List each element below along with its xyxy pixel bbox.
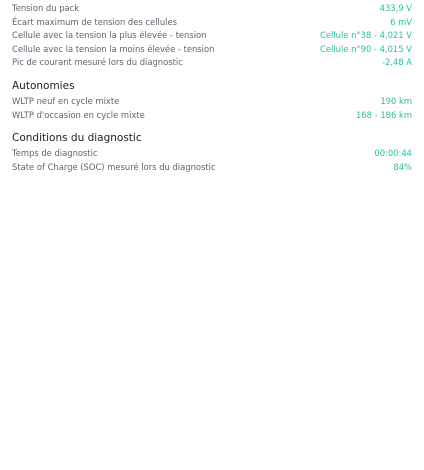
- wltp-new-row: [12, 95, 412, 109]
- autonomies-section: [12, 95, 412, 122]
- row-label: Écart maximum de tension des cellules: [12, 16, 177, 27]
- row-value: 190 km: [380, 95, 412, 106]
- row-label: Cellule avec la tension la moins élevée - tension: [12, 43, 215, 54]
- row-label: Tension du pack: [12, 3, 80, 13]
- row-label: WLTP neuf en cycle mixte: [12, 95, 120, 106]
- row-value: 433,9 V: [379, 3, 412, 13]
- row-value: 6 mV: [390, 16, 412, 27]
- pack-voltage-row: [12, 2, 412, 16]
- diagnostic-time-row: [12, 147, 412, 161]
- row-label: State of Charge (SOC) mesuré lors du diagnostic: [12, 161, 216, 172]
- highest-cell-row: [12, 29, 412, 43]
- wltp-used-row: [12, 109, 412, 123]
- pack-section: [12, 0, 412, 70]
- diagnostic-conditions-heading: Conditions du diagnostic: [12, 132, 142, 145]
- row-value: 00:00:44: [374, 148, 412, 159]
- row-value: Cellule n°90 - 4,015 V: [320, 43, 412, 54]
- row-label: Temps de diagnostic: [12, 148, 98, 159]
- row-label: WLTP d'occasion en cycle mixte: [12, 109, 145, 120]
- peak-current-row: [12, 56, 412, 70]
- cell-voltage-gap-row: [12, 16, 412, 30]
- soc-row: [12, 161, 412, 175]
- row-label: Cellule avec la tension la plus élevée - tension: [12, 30, 207, 41]
- autonomies-heading: Autonomies: [12, 79, 75, 92]
- lowest-cell-row: [12, 43, 412, 57]
- row-value: 168 - 186 km: [356, 109, 412, 120]
- row-value: 84%: [393, 161, 412, 172]
- row-value: Cellule n°38 - 4,021 V: [320, 30, 412, 41]
- row-label: Pic de courant mesuré lors du diagnostic: [12, 57, 183, 68]
- row-value: -2,48 A: [381, 57, 412, 68]
- diagnostic-conditions-section: [12, 147, 412, 174]
